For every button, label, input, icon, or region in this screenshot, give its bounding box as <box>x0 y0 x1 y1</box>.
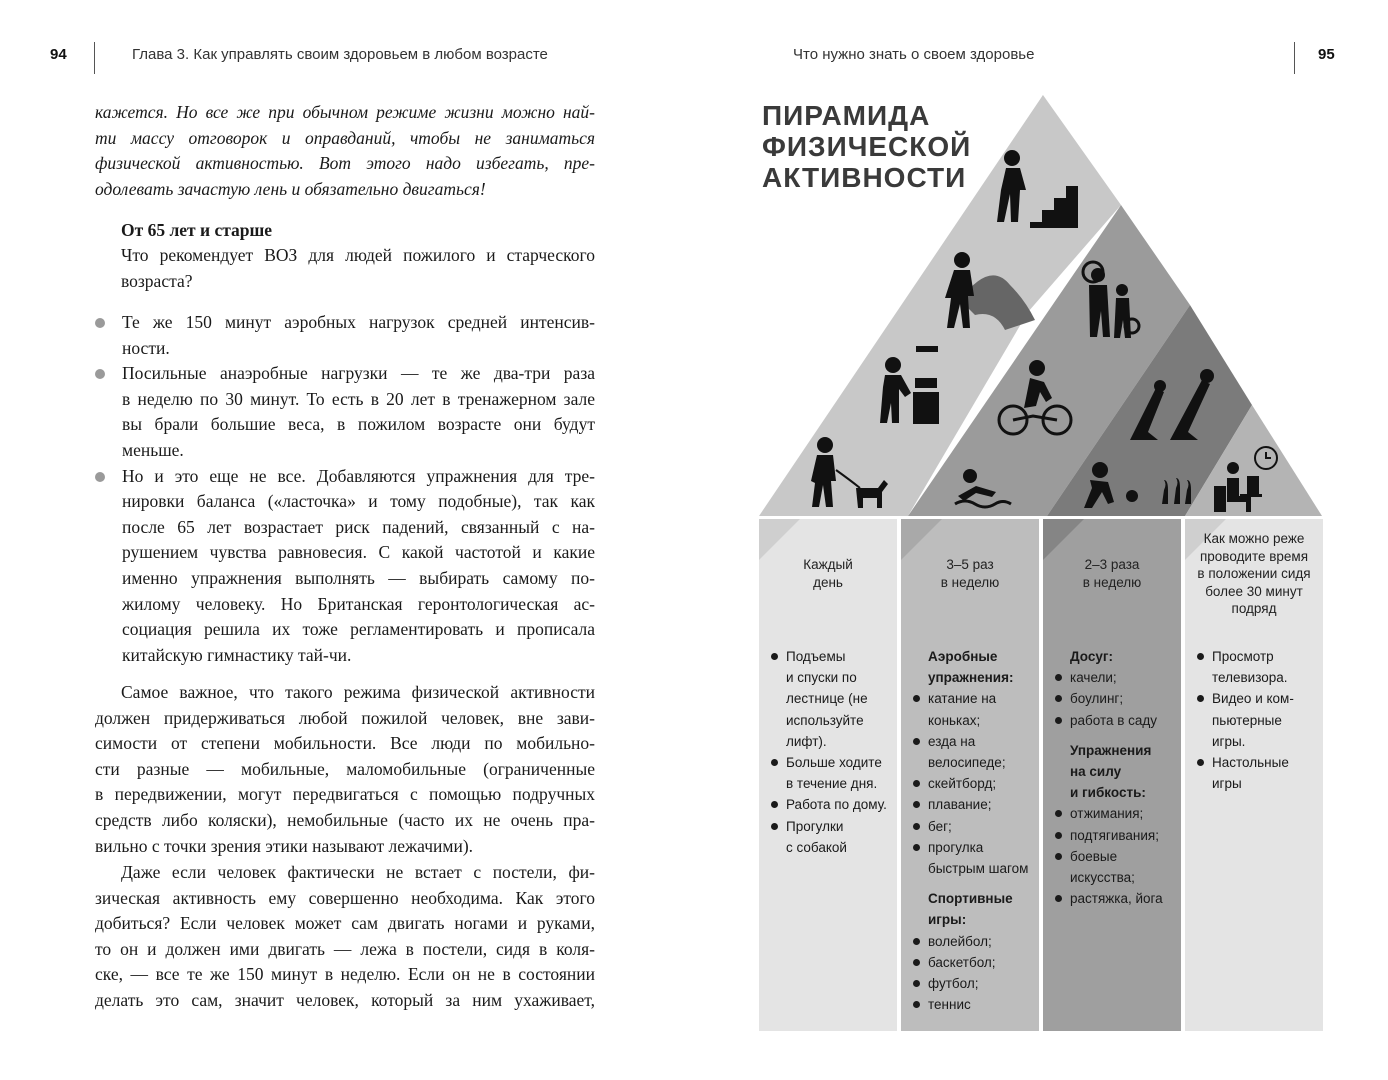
list-item <box>913 773 1039 794</box>
list-item-line: лестнице (не <box>786 691 868 707</box>
text-line: рушением чувства равновесия. С какой частотой и какие <box>122 542 595 563</box>
column-heading <box>1185 530 1323 618</box>
list-item-line: Настольные <box>1212 755 1289 771</box>
text-line: Даже если человек фактически не встает с постели, фи- <box>121 862 595 882</box>
list-item-line: теннис <box>928 997 971 1013</box>
column-list <box>913 646 1039 1015</box>
column-list <box>771 646 897 858</box>
list-item <box>1197 646 1323 688</box>
text-line: жилому человеку. Но Британская геронтологическая ас- <box>122 593 595 614</box>
text-line: после 65 лет возрастает риск падений, связанный с на- <box>122 516 595 537</box>
list-category <box>913 646 1039 688</box>
text-line: добиться? Если человек может сам двигать ногами и руками, <box>95 913 595 934</box>
text-line: ти массу отговорок и оправданий, чтобы не заниматься <box>95 127 595 148</box>
text-line: кажется. Но все же при обычном режиме жизни можно най- <box>95 102 595 122</box>
column-heading-line: подряд <box>1231 601 1277 616</box>
list-item-line: Аэробные <box>928 649 998 664</box>
list-item <box>913 952 1039 973</box>
text-line: Самое важное, что такого режима физической активности <box>121 682 595 702</box>
list-item <box>1055 667 1181 688</box>
list-item-line: и гибкость: <box>1070 785 1146 801</box>
list-item-line: Работа по дому. <box>786 797 887 813</box>
text-line: физической активностью. Вот этого надо избегать, пре- <box>95 153 595 174</box>
list-item-line: работа в саду <box>1070 712 1158 728</box>
text-line: именно упражнения выполнять — выбирать самому по- <box>122 567 595 588</box>
column-heading <box>901 556 1039 591</box>
list-item <box>913 794 1039 815</box>
list-item-line: игры: <box>928 912 967 928</box>
list-item <box>1055 710 1181 731</box>
pyramid-title-line: ФИЗИЧЕСКОЙ <box>762 131 972 162</box>
column-heading-line: в неделю <box>940 574 1000 590</box>
text-line: вы брали большие веса, в пожилом возрасте они будут <box>122 414 595 435</box>
list-item-line: лифт). <box>786 733 827 749</box>
list-item <box>1197 752 1323 794</box>
page-number-left: 94 <box>50 46 67 63</box>
list-item <box>913 731 1039 773</box>
list-item-line: футбол; <box>928 976 979 992</box>
list-item <box>1055 825 1181 846</box>
text-line: средств либо коляски), немобильные (часто их не очень пра- <box>95 809 595 830</box>
list-spacer <box>1055 731 1181 740</box>
column-list <box>1055 646 1181 909</box>
text-line: одолевать зачастую лень и обязательно двигаться! <box>95 178 486 199</box>
list-item <box>771 646 897 752</box>
list-item-line: упражнения: <box>928 670 1014 686</box>
list-item-line: в течение дня. <box>786 776 878 792</box>
list-item-line: коньках; <box>928 712 981 728</box>
subheading-text: От 65 лет и старше <box>121 220 273 240</box>
list-item <box>771 794 897 815</box>
list-item-line: игры <box>1212 776 1242 792</box>
list-item-line: баскетбол; <box>928 954 996 970</box>
column-heading <box>759 556 897 591</box>
list-item-line: пьютерные <box>1212 712 1282 728</box>
list-item <box>1055 888 1181 909</box>
list-item-line: волейбол; <box>928 933 992 949</box>
list-item <box>913 816 1039 837</box>
text-line: возраста? <box>121 270 193 291</box>
list-category <box>1055 740 1181 804</box>
list-item <box>913 688 1039 730</box>
text-line: делать это сам, значит человек, который за ним ухаживает, <box>95 989 595 1010</box>
list-item <box>1055 803 1181 824</box>
list-item-line: Больше ходите <box>786 755 882 771</box>
list-item-line: Видео и ком- <box>1212 691 1294 707</box>
frequency-column-1 <box>759 519 897 1031</box>
pyramid-title-line: ПИРАМИДА <box>762 100 931 131</box>
list-item-line: боулинг; <box>1070 691 1124 707</box>
column-heading-line: Как можно реже <box>1203 531 1305 546</box>
list-item-line: быстрым шагом <box>928 861 1029 877</box>
column-heading-line: день <box>813 574 843 590</box>
list-item-line: искусства; <box>1070 870 1135 886</box>
list-item <box>771 752 897 794</box>
list-item-line: плавание; <box>928 797 992 813</box>
frequency-column-4 <box>1185 519 1323 1031</box>
text-line: то он и должен ими двигать — лежа в постели, сидя в коля- <box>95 938 595 959</box>
list-item-line: скейтборд; <box>928 776 997 792</box>
list-item-line: подтягивания; <box>1070 827 1159 843</box>
list-item-line: качели; <box>1070 670 1117 686</box>
list-category <box>1055 646 1181 667</box>
frequency-column-3 <box>1043 519 1181 1031</box>
frequency-column-2 <box>901 519 1039 1031</box>
text-line: меньше. <box>122 439 184 460</box>
pyramid-title <box>762 100 971 193</box>
column-heading-line: 2–3 раза <box>1084 557 1140 572</box>
text-line: ности. <box>122 337 170 358</box>
list-category <box>913 888 1039 930</box>
text-line: Посильные анаэробные нагрузки — те же два-три раза <box>122 363 595 384</box>
list-item-line: Просмотр <box>1212 649 1274 664</box>
list-item-line: бег; <box>928 818 952 834</box>
list-item-line: Спортивные <box>928 891 1013 907</box>
column-list <box>1197 646 1323 794</box>
list-item <box>1197 688 1323 752</box>
list-item-line: боевые <box>1070 848 1118 864</box>
text-line: вильно с точки зрения этики называют лежачими). <box>95 835 474 856</box>
list-item <box>913 931 1039 952</box>
list-item-line: растяжка, йога <box>1070 891 1163 907</box>
page-number-right: 95 <box>1318 46 1335 63</box>
list-item <box>913 973 1039 994</box>
text-line: в неделю по 30 минут. То есть в 20 лет в тренажерном зале <box>122 388 595 409</box>
list-item-line: Прогулки <box>786 818 844 834</box>
list-item <box>913 837 1039 879</box>
list-item-line: езда на <box>928 733 976 749</box>
text-line: социация решила их тоже регламентировать и прописала <box>122 619 595 640</box>
list-item-line: используйте <box>786 712 864 728</box>
list-item-line: телевизора. <box>1212 670 1288 686</box>
list-item-line: Досуг: <box>1070 649 1113 664</box>
list-spacer <box>913 879 1039 888</box>
pyramid-title-line: АКТИВНОСТИ <box>762 162 967 193</box>
list-item-line: катание на <box>928 691 997 707</box>
column-heading-line: Каждый <box>803 557 853 572</box>
column-heading-line: проводите время <box>1199 548 1309 564</box>
column-heading-line: в положении сидя <box>1197 566 1311 581</box>
column-heading-line: 3–5 раз <box>946 557 994 572</box>
text-line: Что рекомендует ВОЗ для людей пожилого и старческого <box>121 245 595 265</box>
list-item-line: велосипеде; <box>928 755 1006 771</box>
text-line: нировки баланса («ласточка» и тому подобные), так как <box>122 491 595 512</box>
list-item <box>913 994 1039 1015</box>
column-heading <box>1043 556 1181 591</box>
column-heading-line: более 30 минут <box>1205 583 1303 599</box>
text-line: в передвижении, могут передвигаться с помощью подручных <box>95 784 595 805</box>
running-header-right: Что нужно знать о своем здоровье <box>793 46 1035 63</box>
list-item-line: отжимания; <box>1070 806 1144 822</box>
list-item-line: прогулка <box>928 839 984 855</box>
list-item <box>1055 846 1181 888</box>
text-line: должен придерживаться любой пожилой человек, вне зави- <box>95 707 595 728</box>
list-item <box>771 816 897 858</box>
list-item <box>1055 688 1181 709</box>
column-heading-line: в неделю <box>1082 574 1142 590</box>
text-line: зическая активность ему совершенно необходима. Как этого <box>95 887 595 908</box>
text-line: сти разные — мобильные, маломобильные (ограниченные <box>95 758 595 779</box>
running-header-left: Глава 3. Как управлять своим здоровьем в любом возрасте <box>132 46 548 63</box>
text-line: ске, — все те же 150 минут в неделю. Если он не в состоянии <box>95 964 595 985</box>
list-item-line: игры. <box>1212 733 1246 749</box>
text-line: китайскую гимнастику тай-чи. <box>122 644 352 665</box>
text-line: Те же 150 минут аэробных нагрузок средней интенсив- <box>122 312 595 332</box>
list-item-line: на силу <box>1070 764 1122 780</box>
list-item-line: и спуски по <box>786 670 857 686</box>
list-item-line: Упражнения <box>1070 742 1152 758</box>
list-item-line: Подъемы <box>786 649 846 664</box>
list-item-line: с собакой <box>786 839 847 855</box>
text-line: симости от степени мобильности. Все люди по мобильно- <box>95 733 595 754</box>
text-line: Но и это еще не все. Добавляются упражнения для тре- <box>122 465 595 486</box>
